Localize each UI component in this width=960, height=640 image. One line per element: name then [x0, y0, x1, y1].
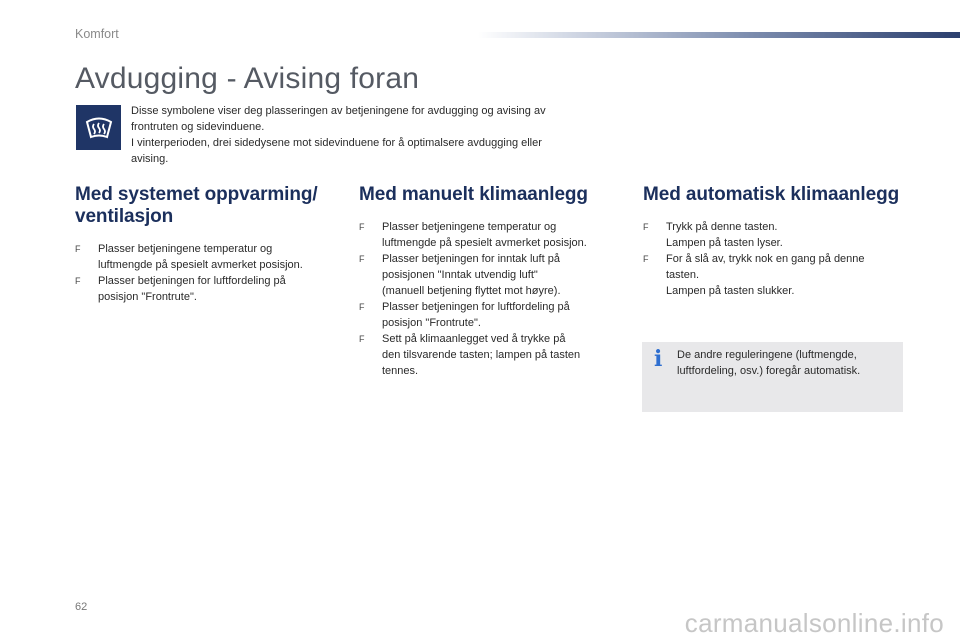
pointing-hand-icon: F	[359, 302, 365, 312]
item-line: posisjon "Frontrute".	[382, 317, 481, 329]
page-number: 62	[75, 601, 88, 613]
info-icon: i	[654, 346, 663, 372]
list-item	[75, 241, 340, 273]
info-line: De andre reguleringene (luftmengde,	[677, 349, 857, 361]
column-heading: Med automatisk klimaanlegg	[643, 184, 900, 205]
intro-line: I vinterperioden, drei sidedysene mot sidevinduene for å optimalsere avdugging eller	[131, 137, 542, 149]
list-item	[75, 273, 340, 305]
item-line: Sett på klimaanlegget ved å trykke på	[382, 333, 566, 345]
intro-line: frontruten og sidevinduene.	[131, 121, 265, 133]
pointing-hand-icon: F	[75, 244, 81, 254]
intro-line: Disse symbolene viser deg plasseringen av betjeningene for avdugging og avising av	[131, 105, 546, 117]
item-line: luftmengde på spesielt avmerket posisjon.	[98, 259, 303, 271]
item-line: Plasser betjeningen for luftfordeling på	[98, 275, 286, 287]
pointing-hand-icon: F	[359, 222, 365, 232]
item-line: Trykk på denne tasten.	[666, 221, 778, 233]
info-note-box	[642, 342, 903, 412]
list-item	[643, 251, 908, 299]
item-line: tasten.	[666, 269, 700, 281]
column-heading	[75, 184, 340, 228]
heading-line: ventilasjon	[75, 206, 174, 227]
item-line: (manuell betjening flyttet mot høyre).	[382, 285, 561, 297]
column-automatic-climate	[643, 184, 908, 299]
instruction-list	[75, 241, 340, 305]
column-heading: Med manuelt klimaanlegg	[359, 184, 588, 205]
page-title: Avdugging - Avising foran	[75, 62, 420, 95]
item-line: posisjon "Frontrute".	[98, 291, 197, 303]
item-line: Lampen på tasten slukker.	[666, 285, 795, 297]
list-item	[359, 331, 629, 379]
list-item	[359, 299, 629, 331]
list-item	[359, 251, 629, 299]
item-line: Plasser betjeningen for luftfordeling på	[382, 301, 570, 313]
heading-line: Med systemet oppvarming/	[75, 184, 318, 205]
watermark: carmanualsonline.info	[684, 608, 944, 638]
item-line: Plasser betjeningene temperatur og	[382, 221, 557, 233]
instruction-list	[643, 219, 908, 299]
windshield-defrost-icon	[76, 105, 121, 150]
header-gradient-bar	[478, 32, 960, 38]
pointing-hand-icon: F	[643, 254, 649, 264]
item-line: posisjonen "Inntak utvendig luft"	[382, 269, 538, 281]
pointing-hand-icon: F	[359, 254, 365, 264]
info-note-text	[677, 347, 899, 379]
item-line: Lampen på tasten lyser.	[666, 237, 783, 249]
column-heating-ventilation	[75, 184, 340, 305]
item-line: Plasser betjeningene temperatur og	[98, 243, 273, 255]
column-manual-climate	[359, 184, 629, 379]
info-line: luftfordeling, osv.) foregår automatisk.	[677, 365, 861, 377]
instruction-list	[359, 219, 629, 379]
pointing-hand-icon: F	[359, 334, 365, 344]
section-label: Komfort	[75, 27, 119, 41]
item-line: Plasser betjeningen for inntak luft på	[382, 253, 560, 265]
pointing-hand-icon: F	[643, 222, 649, 232]
item-line: den tilsvarende tasten; lampen på tasten	[382, 349, 581, 361]
intro-line: avising.	[131, 153, 169, 165]
intro-text	[131, 103, 611, 167]
item-line: For å slå av, trykk nok en gang på denne	[666, 253, 865, 265]
item-line: tennes.	[382, 365, 419, 377]
list-item	[359, 219, 629, 251]
list-item	[643, 219, 908, 251]
item-line: luftmengde på spesielt avmerket posisjon.	[382, 237, 587, 249]
pointing-hand-icon: F	[75, 276, 81, 286]
